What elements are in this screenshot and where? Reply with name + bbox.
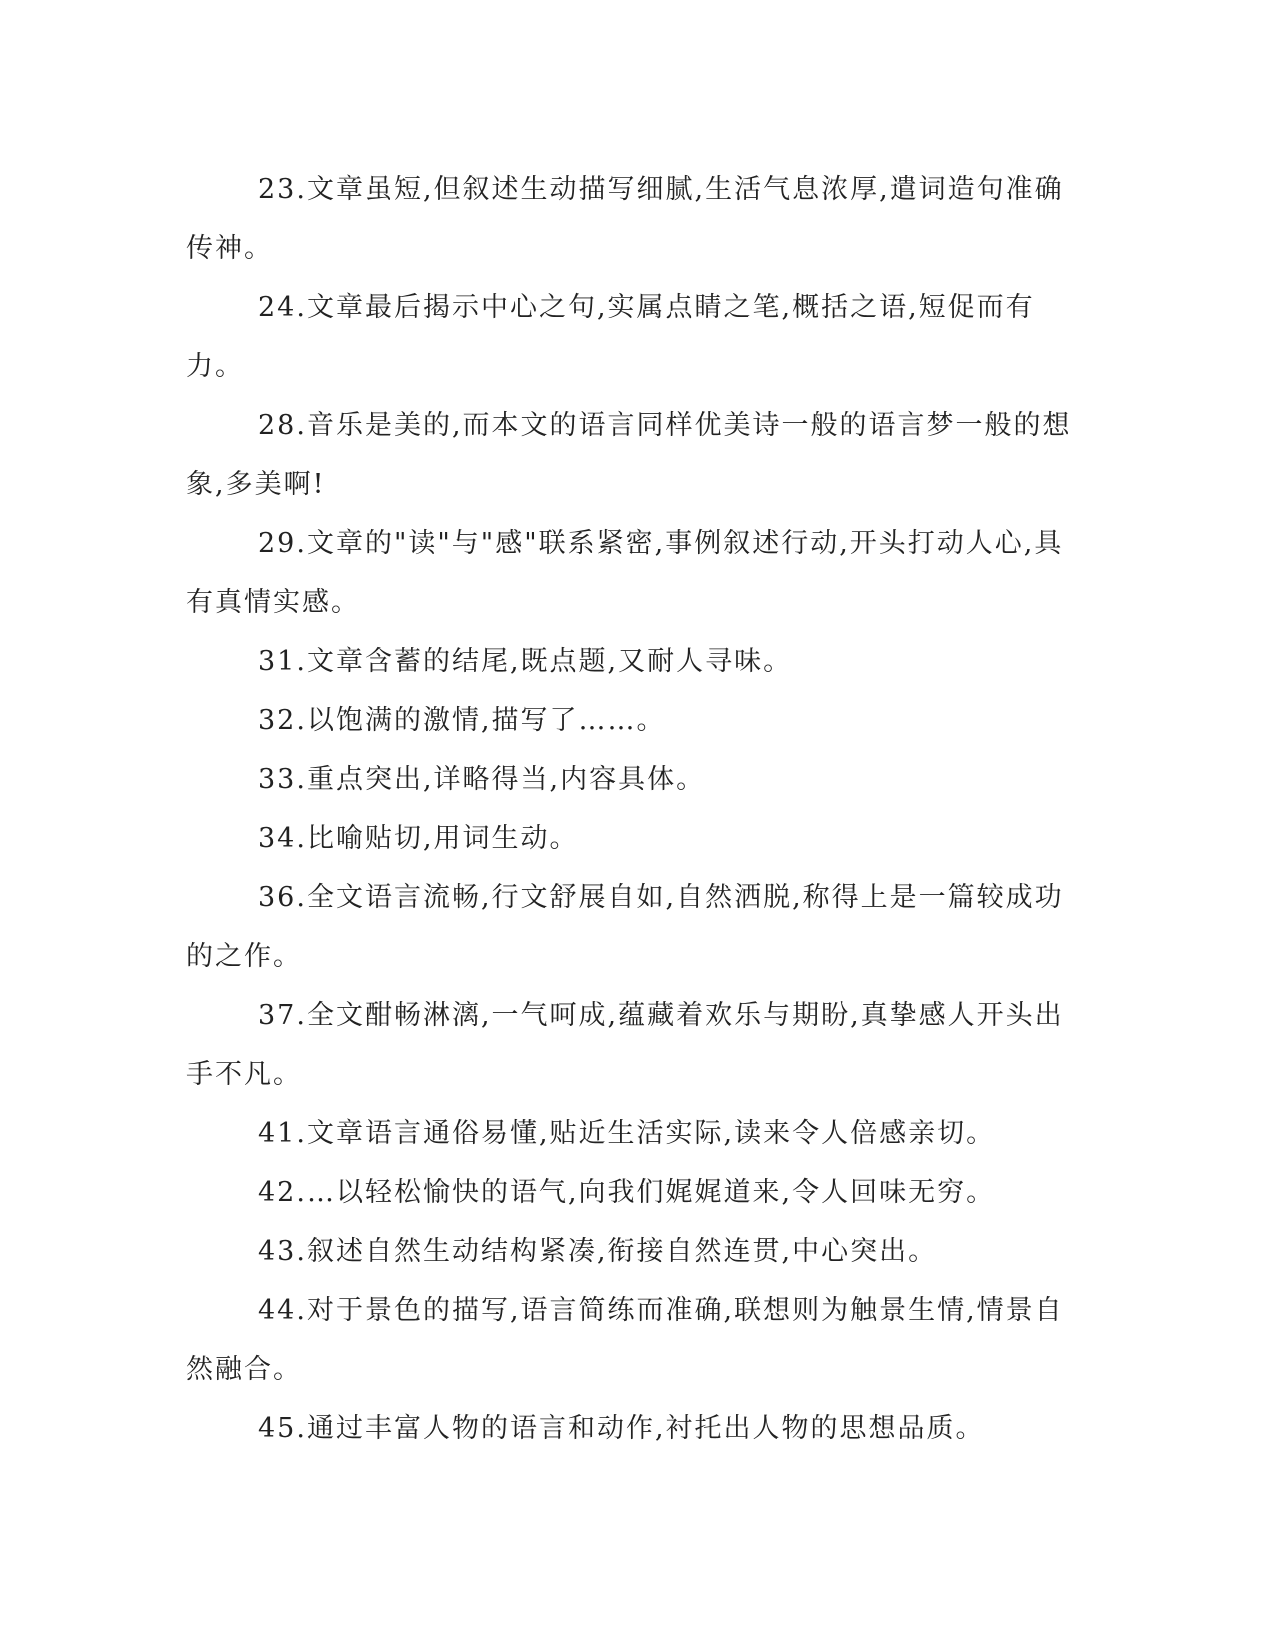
paragraph-43: 43.叙述自然生动结构紧凑,衔接自然连贯,中心突出。 (258, 1236, 938, 1267)
paragraph-23: 23.文章虽短,但叙述生动描写细腻,生活气息浓厚,遣词造句准确传神。 (186, 174, 1064, 264)
paragraph-42: 42.…以轻松愉快的语气,向我们娓娓道来,令人回味无穷。 (258, 1177, 996, 1208)
paragraph-29: 29.文章的"读"与"感"联系紧密,事例叙述行动,开头打动人心,具有真情实感。 (186, 528, 1064, 618)
document-body (186, 160, 1076, 1458)
paragraph-28: 28.音乐是美的,而本文的语言同样优美诗一般的语言梦一般的想象,多美啊! (186, 410, 1072, 500)
paragraph-24: 24.文章最后揭示中心之句,实属点睛之笔,概括之语,短促而有力。 (186, 292, 1035, 382)
paragraph-37: 37.全文酣畅淋漓,一气呵成,蕴藏着欢乐与期盼,真挚感人开头出手不凡。 (186, 1000, 1064, 1090)
paragraph-36: 36.全文语言流畅,行文舒展自如,自然洒脱,称得上是一篇较成功的之作。 (186, 882, 1064, 972)
paragraph-44: 44.对于景色的描写,语言简练而准确,联想则为触景生情,情景自然融合。 (186, 1295, 1064, 1385)
paragraph-32: 32.以饱满的激情,描写了……。 (258, 705, 666, 736)
paragraph-45: 45.通过丰富人物的语言和动作,衬托出人物的思想品质。 (258, 1413, 985, 1444)
paragraph-34: 34.比喻贴切,用词生动。 (258, 823, 579, 854)
paragraph-31: 31.文章含蓄的结尾,既点题,又耐人寻味。 (258, 646, 793, 677)
paragraph-41: 41.文章语言通俗易懂,贴近生活实际,读来令人倍感亲切。 (258, 1118, 996, 1149)
paragraph-33: 33.重点突出,详略得当,内容具体。 (258, 764, 706, 795)
